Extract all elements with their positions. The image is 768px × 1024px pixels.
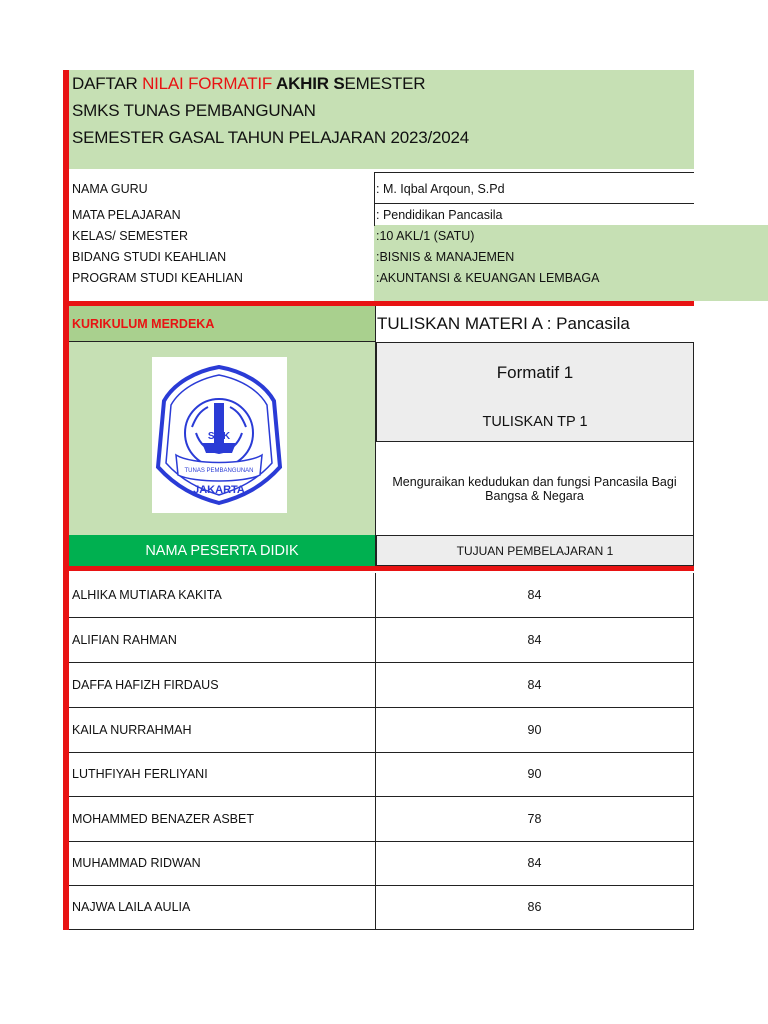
student-name: KAILA NURRAHMAH <box>69 708 376 753</box>
header-title-line1: DAFTAR NILAI FORMATIF AKHIR SEMESTER <box>72 74 426 93</box>
info-value-bidang: :BISNIS & MANAJEMEN <box>376 250 515 264</box>
kurikulum-label: KURIKULUM MERDEKA <box>72 316 215 331</box>
student-name: ALIFIAN RAHMAN <box>69 618 376 663</box>
info-label-mapel: MATA PELAJARAN <box>72 208 181 222</box>
student-score: 90 <box>376 708 694 753</box>
student-name: DAFFA HAFIZH FIRDAUS <box>69 663 376 708</box>
red-divider-bottom <box>69 566 694 571</box>
logo-ribbon-text: TUNAS PEMBANGUNAN <box>184 468 254 474</box>
student-name: ALHIKA MUTIARA KAKITA <box>69 573 376 618</box>
student-score: 84 <box>376 841 694 886</box>
info-value-program: :AKUNTANSI & KEUANGAN LEMBAGA <box>376 271 600 285</box>
info-value-guru: : M. Iqbal Arqoun, S.Pd <box>376 182 505 196</box>
logo-jakarta-text: JAKARTA <box>193 484 245 496</box>
info-value-kelas: :10 AKL/1 (SATU) <box>376 229 475 243</box>
col-header-nama: NAMA PESERTA DIDIK <box>69 535 376 566</box>
logo-smk-text: SMK <box>207 431 231 442</box>
student-score: 90 <box>376 752 694 797</box>
info-label-bidang: BIDANG STUDI KEAHLIAN <box>72 250 227 264</box>
divider <box>374 172 694 173</box>
student-name: LUTHFIYAH FERLIYANI <box>69 752 376 797</box>
info-value-mapel: : Pendidikan Pancasila <box>376 208 503 222</box>
formatif-header: Formatif 1 <box>376 342 694 403</box>
kurikulum-cell <box>69 306 376 342</box>
logo-area <box>69 342 376 535</box>
student-score: 84 <box>376 618 694 663</box>
school-name: SMKS TUNAS PEMBANGUNAN <box>72 101 316 120</box>
info-label-guru: NAMA GURU <box>72 182 148 196</box>
materi-label: TULISKAN MATERI A : Pancasila <box>377 314 630 333</box>
school-logo <box>152 357 287 513</box>
tp-header: TULISKAN TP 1 <box>376 402 694 442</box>
school-emblem-icon <box>152 357 287 513</box>
info-label-program: PROGRAM STUDI KEAHLIAN <box>72 271 243 285</box>
student-name: MUHAMMAD RIDWAN <box>69 841 376 886</box>
divider <box>374 172 375 226</box>
materi-cell <box>376 306 694 342</box>
student-score: 84 <box>376 573 694 618</box>
divider <box>374 203 694 204</box>
student-score: 86 <box>376 885 694 930</box>
student-score: 78 <box>376 797 694 842</box>
student-name: MOHAMMED BENAZER ASBET <box>69 797 376 842</box>
semester-line: SEMESTER GASAL TAHUN PELAJARAN 2023/2024 <box>72 128 470 147</box>
col-header-tp: TUJUAN PEMBELAJARAN 1 <box>376 535 694 566</box>
student-name: NAJWA LAILA AULIA <box>69 885 376 930</box>
tp-description: Menguraikan kedudukan dan fungsi Pancasila Bagi Bangsa & Negara <box>376 442 694 535</box>
student-score: 84 <box>376 663 694 708</box>
info-label-kelas: KELAS/ SEMESTER <box>72 229 189 243</box>
header-block <box>69 70 694 169</box>
